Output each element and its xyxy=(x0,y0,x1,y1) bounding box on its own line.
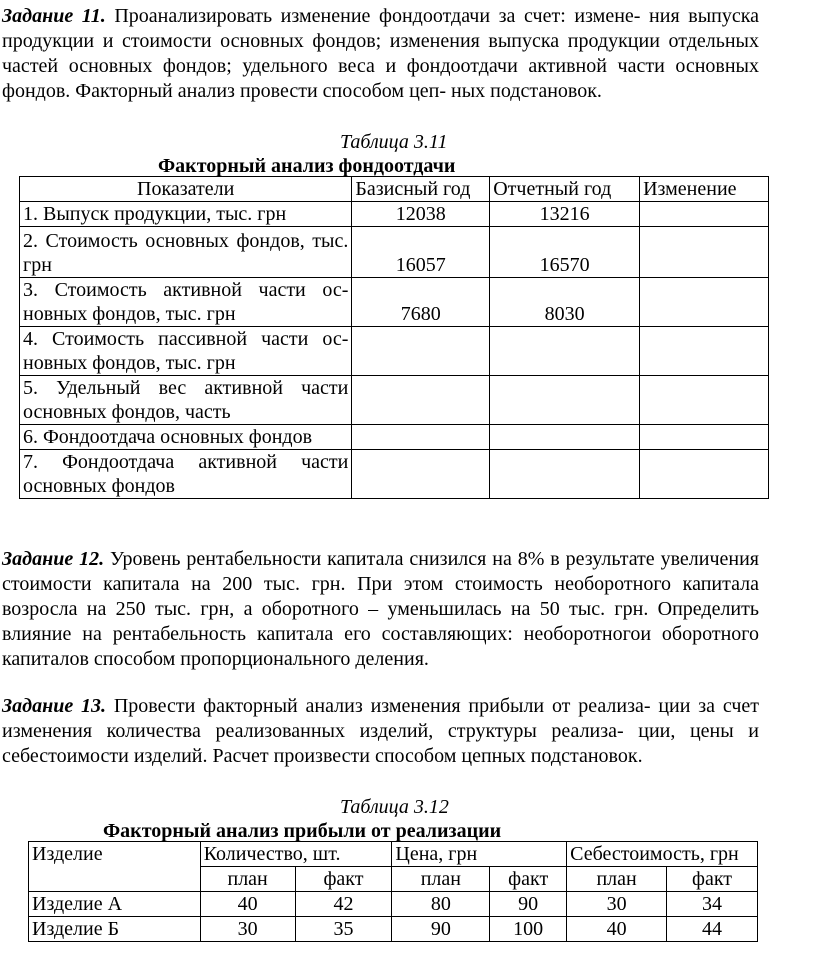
task-12-heading: Задание 12. xyxy=(2,548,105,570)
header-change: Изменение xyxy=(640,177,769,202)
change-value xyxy=(640,450,769,499)
table-3-11-title: Факторный анализ фондоотдачи xyxy=(158,155,456,177)
task-13-heading: Задание 13. xyxy=(2,695,107,717)
header-indicators: Показатели xyxy=(20,177,352,202)
subheader-plan: план xyxy=(567,867,667,892)
row-label: 5. Удельный вес активной части основных фондов, часть xyxy=(20,376,352,425)
row-label: 7. Фондоотдача активной части основных фондов xyxy=(20,450,352,499)
change-value xyxy=(640,425,769,450)
task-11-heading: Задание 11. xyxy=(2,5,106,27)
header-quantity: Количество, шт. xyxy=(200,842,392,867)
change-value xyxy=(640,278,769,327)
header-base-year: Базисный год xyxy=(352,177,490,202)
product-name: Изделие Б xyxy=(29,917,201,942)
table-row xyxy=(20,425,769,450)
change-value xyxy=(640,227,769,278)
change-value xyxy=(640,376,769,425)
base-value xyxy=(352,450,490,499)
header-product: Изделие xyxy=(29,842,201,892)
header-cost: Себестоимость, грн xyxy=(567,842,758,867)
product-name: Изделие А xyxy=(29,892,201,917)
report-value: 13216 xyxy=(490,202,640,227)
table-row xyxy=(20,202,769,227)
value-cell: 35 xyxy=(295,917,392,942)
base-value: 7680 xyxy=(352,278,490,327)
subheader-fact: факт xyxy=(490,867,567,892)
task-13-text: Провести факторный анализ изменения прибыли от реализа- ции за счет изменения количества реализованных изделий, структуры реализа- ции, цены и себестоимости изделий. Расчет произвести способом цепных подстановок. xyxy=(2,695,760,767)
table-3-11 xyxy=(19,176,769,499)
value-cell: 30 xyxy=(567,892,667,917)
task-13-paragraph xyxy=(2,694,759,769)
task-12-text: Уровень рентабельности капитала снизился на 8% в результате увеличения стоимости капитала на 200 тыс. грн. При этом стоимость необоротного капитала возросла на 250 тыс. грн, а оборотного – уменьшилась на 50 тыс. грн. Определить влияние на рентабельность капитала его составляющих: необоротногои оборотного капиталов способом пропорционального деления. xyxy=(2,548,760,670)
table-row xyxy=(29,917,758,942)
table-row xyxy=(20,450,769,499)
value-cell: 90 xyxy=(490,892,567,917)
header-price: Цена, грн xyxy=(392,842,567,867)
report-value xyxy=(490,425,640,450)
subheader-fact: факт xyxy=(667,867,758,892)
task-11-text: Проанализировать изменение фондоотдачи за счет: измене- ния выпуска продукции и стоимости основных фондов; изменения выпуска продукции отдельных частей основных фондов; удельного веса и фондоотдачи активной части основных фондов. Факторный анализ провести способом цеп- ных подстановок. xyxy=(2,5,759,102)
value-cell: 80 xyxy=(392,892,490,917)
subheader-fact: факт xyxy=(295,867,392,892)
base-value: 16057 xyxy=(352,227,490,278)
report-value xyxy=(490,327,640,376)
table-3-12 xyxy=(28,841,758,942)
report-value xyxy=(490,376,640,425)
row-label: 2. Стоимость основных фондов, тыс. грн xyxy=(20,227,352,278)
base-value xyxy=(352,376,490,425)
subheader-plan: план xyxy=(392,867,490,892)
subheader-plan: план xyxy=(200,867,295,892)
base-value xyxy=(352,425,490,450)
table-header-row xyxy=(20,177,769,202)
table-header-row xyxy=(29,842,758,867)
table-3-12-title: Факторный анализ прибыли от реализации xyxy=(103,820,502,842)
table-row xyxy=(20,278,769,327)
row-label: 4. Стоимость пассивной части ос- новных фондов, тыс. грн xyxy=(20,327,352,376)
report-value: 8030 xyxy=(490,278,640,327)
base-value: 12038 xyxy=(352,202,490,227)
table-row xyxy=(20,376,769,425)
base-value xyxy=(352,327,490,376)
value-cell: 100 xyxy=(490,917,567,942)
value-cell: 40 xyxy=(567,917,667,942)
table-row xyxy=(20,227,769,278)
report-value: 16570 xyxy=(490,227,640,278)
report-value xyxy=(490,450,640,499)
task-12-paragraph xyxy=(2,547,759,672)
table-3-11-caption: Таблица 3.11 xyxy=(340,131,448,153)
value-cell: 34 xyxy=(667,892,758,917)
value-cell: 90 xyxy=(392,917,490,942)
value-cell: 44 xyxy=(667,917,758,942)
value-cell: 42 xyxy=(295,892,392,917)
row-label: 3. Стоимость активной части ос- новных фондов, тыс. грн xyxy=(20,278,352,327)
task-11-paragraph xyxy=(2,4,759,104)
header-report-year: Отчетный год xyxy=(490,177,640,202)
value-cell: 40 xyxy=(200,892,295,917)
change-value xyxy=(640,202,769,227)
table-row xyxy=(20,327,769,376)
value-cell: 30 xyxy=(200,917,295,942)
table-3-12-caption: Таблица 3.12 xyxy=(340,796,449,818)
row-label: 6. Фондоотдача основных фондов xyxy=(20,425,352,450)
change-value xyxy=(640,327,769,376)
row-label: 1. Выпуск продукции, тыс. грн xyxy=(20,202,352,227)
table-row xyxy=(29,892,758,917)
